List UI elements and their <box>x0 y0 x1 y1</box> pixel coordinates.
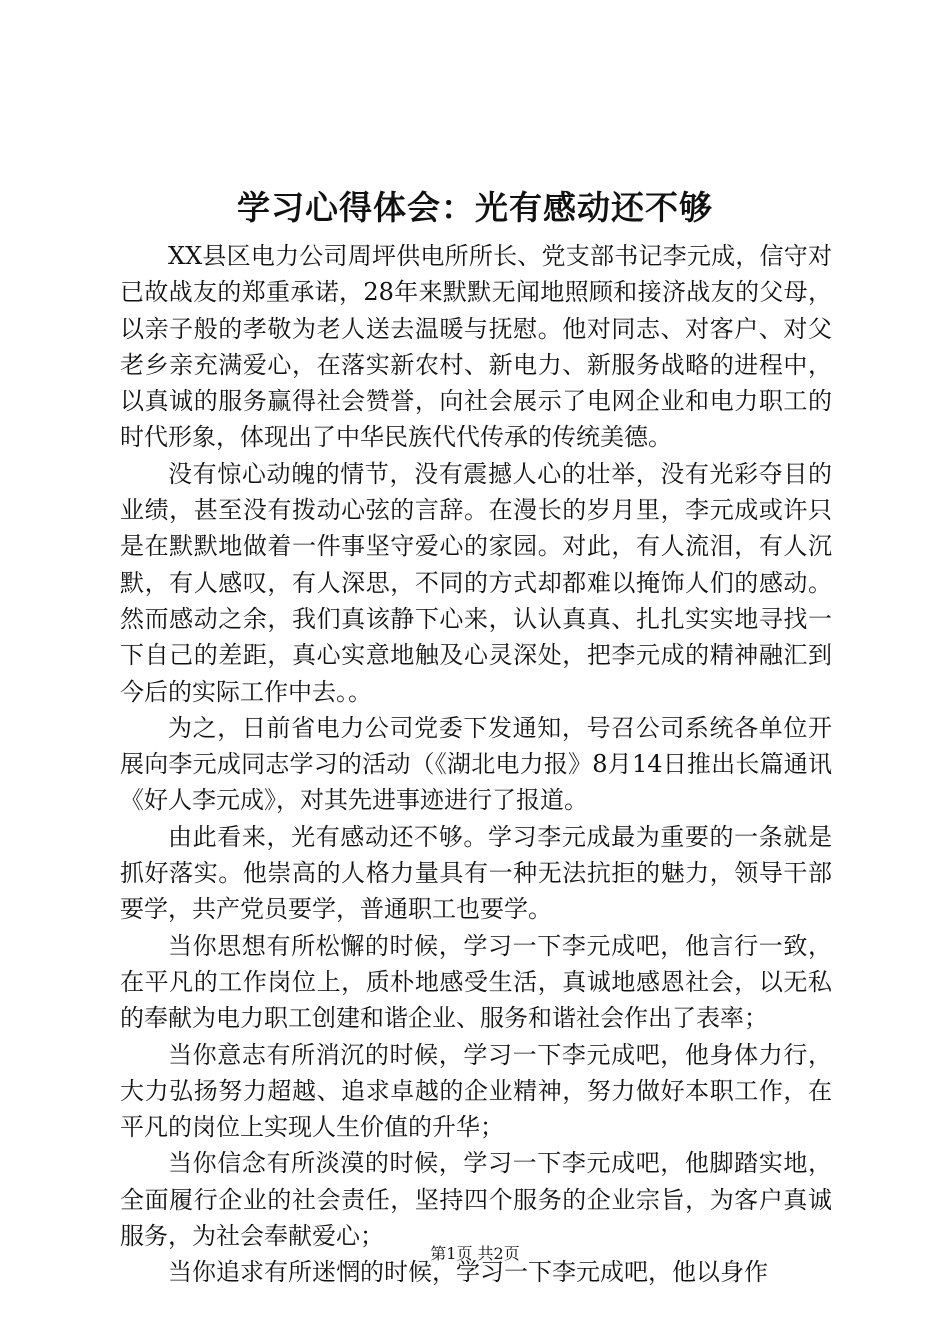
page-title: 学习心得体会：光有感动还不够 <box>237 188 713 227</box>
paragraph: 当你思想有所松懈的时候，学习一下李元成吧，他言行一致，在平凡的工作岗位上，质朴地感受生活，真诚地感恩社会，以无私的奉献为电力职工创建和谐企业、服务和谐社会作出了表率； <box>120 931 832 1033</box>
paragraph: 为之，日前省电力公司党委下发通知，号召公司系统各单位开展向李元成同志学习的活动（《湖北电力报》8月14日推出长篇通讯《好人李元成》，对其先进事迹进行了报道。 <box>120 713 832 815</box>
paragraph: 由此看来，光有感动还不够。学习李元成最为重要的一条就是抓好落实。他崇高的人格力量具有一种无法抗拒的魅力，领导干部要学，共产党员要学，普通职工也要学。 <box>120 822 832 924</box>
paragraph: 当你意志有所消沉的时候，学习一下李元成吧，他身体力行，大力弘扬努力超越、追求卓越的企业精神，努力做好本职工作，在平凡的岗位上实现人生价值的升华； <box>120 1040 832 1142</box>
document-body <box>120 238 832 1291</box>
page-footer: 第1页 共2页 <box>430 1244 520 1263</box>
paragraph: 当你追求有所迷惘的时候，学习一下李元成吧，他以身作 <box>168 1258 768 1287</box>
paragraph: 当你信念有所淡漠的时候，学习一下李元成吧，他脚踏实地，全面履行企业的社会责任，坚持四个服务的企业宗旨，为客户真诚服务，为社会奉献爱心； <box>120 1149 832 1251</box>
paragraph: XX县区电力公司周坪供电所所长、党支部书记李元成，信守对已故战友的郑重承诺，28年来默默无闻地照顾和接济战友的父母，以亲子般的孝敬为老人送去温暖与抚慰。他对同志、对客户、对父老乡亲充满爱心，在落实新农村、新电力、新服务战略的进程中，以真诚的服务赢得社会赞誉，向社会展示了电网企业和电力职工的时代形象，体现出了中华民族代代传承的传统美德。 <box>120 242 832 452</box>
paragraph: 没有惊心动魄的情节，没有震撼人心的壮举，没有光彩夺目的业绩，甚至没有拨动心弦的言辞。在漫长的岁月里，李元成或许只是在默默地做着一件事坚守爱心的家园。对此，有人流泪，有人沉默，有人感叹，有人深思，不同的方式却都难以掩饰人们的感动。然而感动之余，我们真该静下心来，认认真真、扎扎实实地寻找一下自己的差距，真心实意地触及心灵深处，把李元成的精神融汇到今后的实际工作中去。。 <box>120 459 832 706</box>
